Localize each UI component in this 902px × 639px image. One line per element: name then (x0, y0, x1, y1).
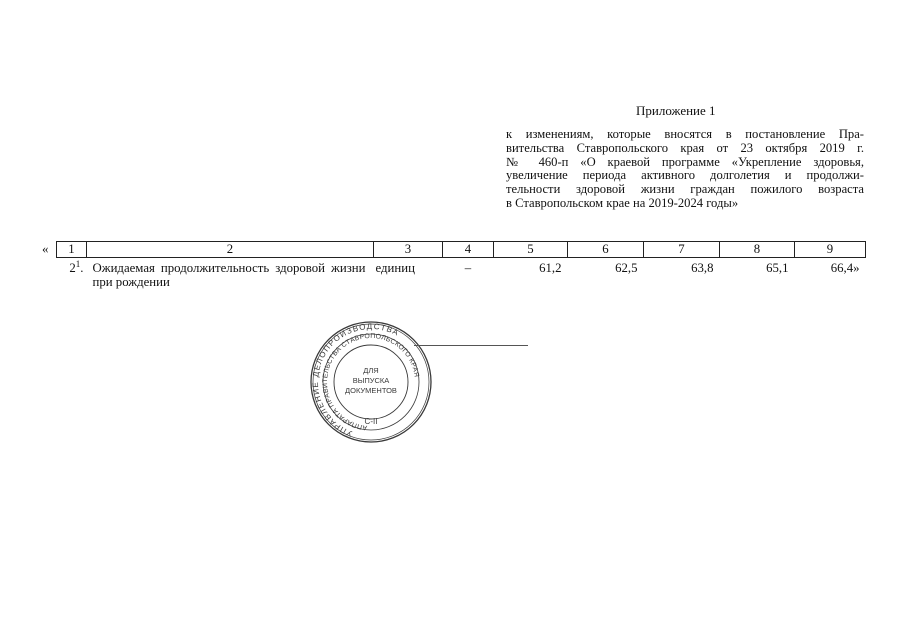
appendix-line: в Ставропольском крае на 2019-2024 годы» (506, 195, 739, 210)
stamp-center-line: ВЫПУСКА (352, 376, 390, 385)
stamp-center-line: ДЛЯ (363, 366, 379, 375)
stamp-code: С-II (364, 417, 378, 426)
table-open-quote: « (42, 241, 49, 256)
column-number: 8 (720, 242, 795, 258)
column-number: 7 (644, 242, 720, 258)
table-row (57, 258, 866, 290)
column-number: 2 (87, 242, 374, 258)
appendix-line: увеличение периода активного долголетия и продолжи- (506, 168, 864, 183)
table-header-row (57, 242, 866, 258)
column-number: 9 (795, 242, 866, 258)
indicator-name: Ожидаемая продолжительность здоровой жизни при рождении (92, 261, 366, 289)
value-cell: 62,5 (615, 261, 638, 275)
appendix-line: к изменениям, которые вносятся в постановление Пра- (506, 127, 864, 141)
appendix-line: вительства Ставропольского края от 23 октября 2019 г. (506, 140, 864, 155)
stamp-center-line: ДОКУМЕНТОВ (345, 386, 397, 395)
signature-line (414, 345, 528, 346)
row-number-superscript: 1 (75, 259, 81, 269)
column-number: 5 (494, 242, 568, 258)
column-number: 1 (57, 242, 87, 258)
appendix-line: № 460-п «О краевой программе «Укрепление здоровья, (506, 154, 864, 169)
official-stamp (309, 320, 433, 444)
stamp-outer-text: УПРАВЛЕНИЕ ДЕЛОПРОИЗВОДСТВА (310, 321, 401, 439)
value-cell: 63,8 (691, 261, 714, 275)
unit-cell: единиц (375, 261, 415, 275)
value-cell: 61,2 (539, 261, 562, 275)
indicator-table (56, 241, 866, 289)
value-cell: 65,1 (766, 261, 789, 275)
stamp-inner-text: АППАРАТА ПРАВИТЕЛЬСТВА СТАВРОПОЛЬСКОГО КРАЯ (321, 332, 420, 431)
value-cell: 66,4» (830, 261, 860, 275)
column-number: 4 (443, 242, 494, 258)
column-number: 6 (568, 242, 644, 258)
row-number: $2^1$. (69, 259, 84, 275)
appendix-title: Приложение 1 (636, 103, 716, 118)
appendix-line: тельности здоровой жизни граждан пожилого возраста (506, 182, 864, 197)
column-number: 3 (374, 242, 443, 258)
base-value-cell: – (464, 261, 472, 275)
appendix-description (506, 128, 864, 211)
